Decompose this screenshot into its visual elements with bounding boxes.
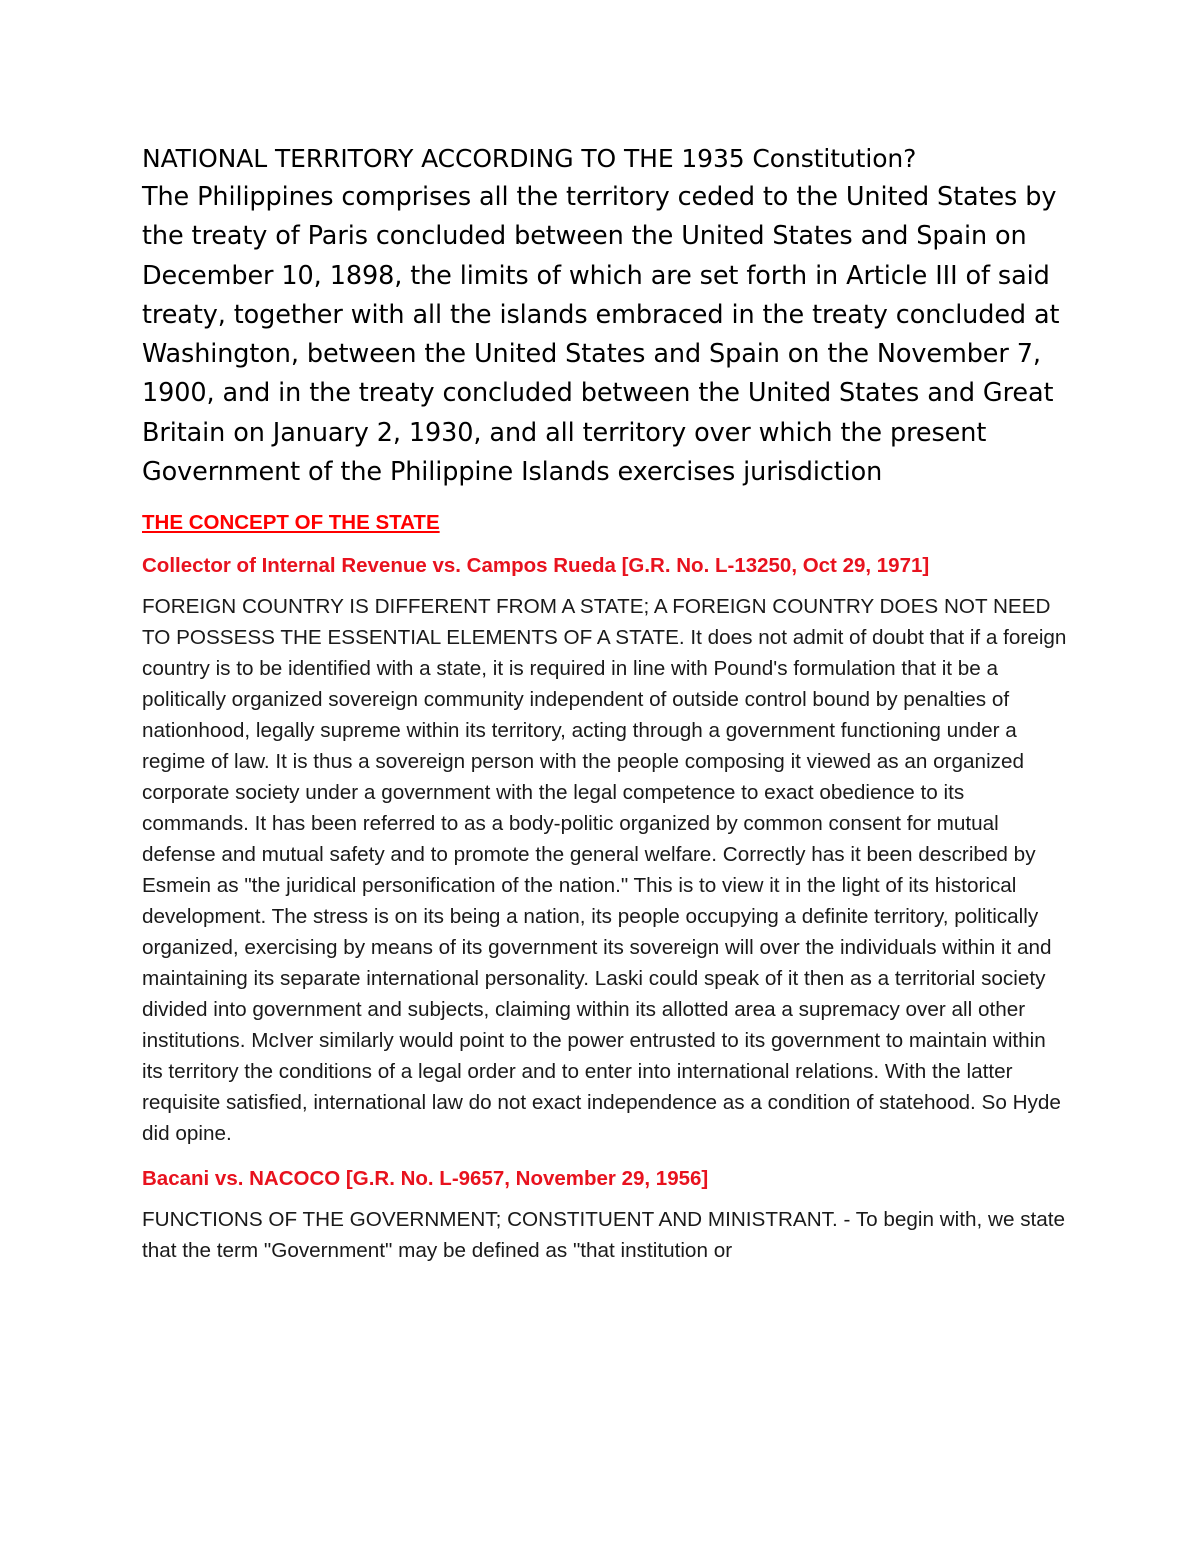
case-body: FOREIGN COUNTRY IS DIFFERENT FROM A STATE; A FOREIGN COUNTRY DOES NOT NEED TO POSSESS THE ESSENTIAL ELEMENTS OF A STATE. It does not admit of doubt that if a foreign country is to be identified with a state, it is required in line with Pound's formulation that it be a politically organized sovereign community independent of outside control bound by penalties of nationhood, legally supreme within its territory, acting through a government functioning under a regime of law. It is thus a sovereign person with the people composing it viewed as an organized corporate society under a government with the legal competence to exact obedience to its commands. It has been referred to as a body-politic organized by common consent for mutual defense and mutual safety and to promote the general welfare. Correctly has it been described by Esmein as "the juridical personification of the nation." This is to view it in the light of its historical development. The stress is on its being a nation, its people occupying a definite territory, politically organized, exercising by means of its government its sovereign will over the individuals within it and maintaining its separate international personality. Laski could speak of it then as a territorial society divided into government and subjects, claiming within its allotted area a supremacy over all other institutions. McIver similarly would point to the power entrusted to its government to maintain within its territory the conditions of a legal order and to enter into international relations. With the latter requisite satisfied, international law do not exact independence as a condition of statehood. So Hyde did opine. <box>142 595 1067 1146</box>
intro-paragraph: The Philippines comprises all the territory ceded to the United States by the treaty of Paris concluded between the United States and Spain on December 10, 1898, the limits of which are set forth in Article III of said treaty, together with all the islands embraced in the treaty concluded at Washington, between the United States and Spain on the November 7, 1900, and in the treaty concluded between the United States and Great Britain on January 2, 1930, and all territory over which the present Government of the Philippine Islands exercises jurisdiction <box>142 182 1060 488</box>
section-title: THE CONCEPT OF THE STATE <box>142 511 440 535</box>
case-body: FUNCTIONS OF THE GOVERNMENT; CONSTITUENT AND MINISTRANT. - To begin with, we state that the term "Government" may be defined as "that institution or <box>142 1208 1066 1263</box>
document-heading: NATIONAL TERRITORY ACCORDING TO THE 1935 Constitution? <box>142 144 917 173</box>
case-title: Collector of Internal Revenue vs. Campos Rueda [G.R. No. L-13250, Oct 29, 1971] <box>142 554 930 578</box>
document-content <box>142 140 1067 1266</box>
case-title: Bacani vs. NACOCO [G.R. No. L-9657, November 29, 1956] <box>142 1167 709 1191</box>
